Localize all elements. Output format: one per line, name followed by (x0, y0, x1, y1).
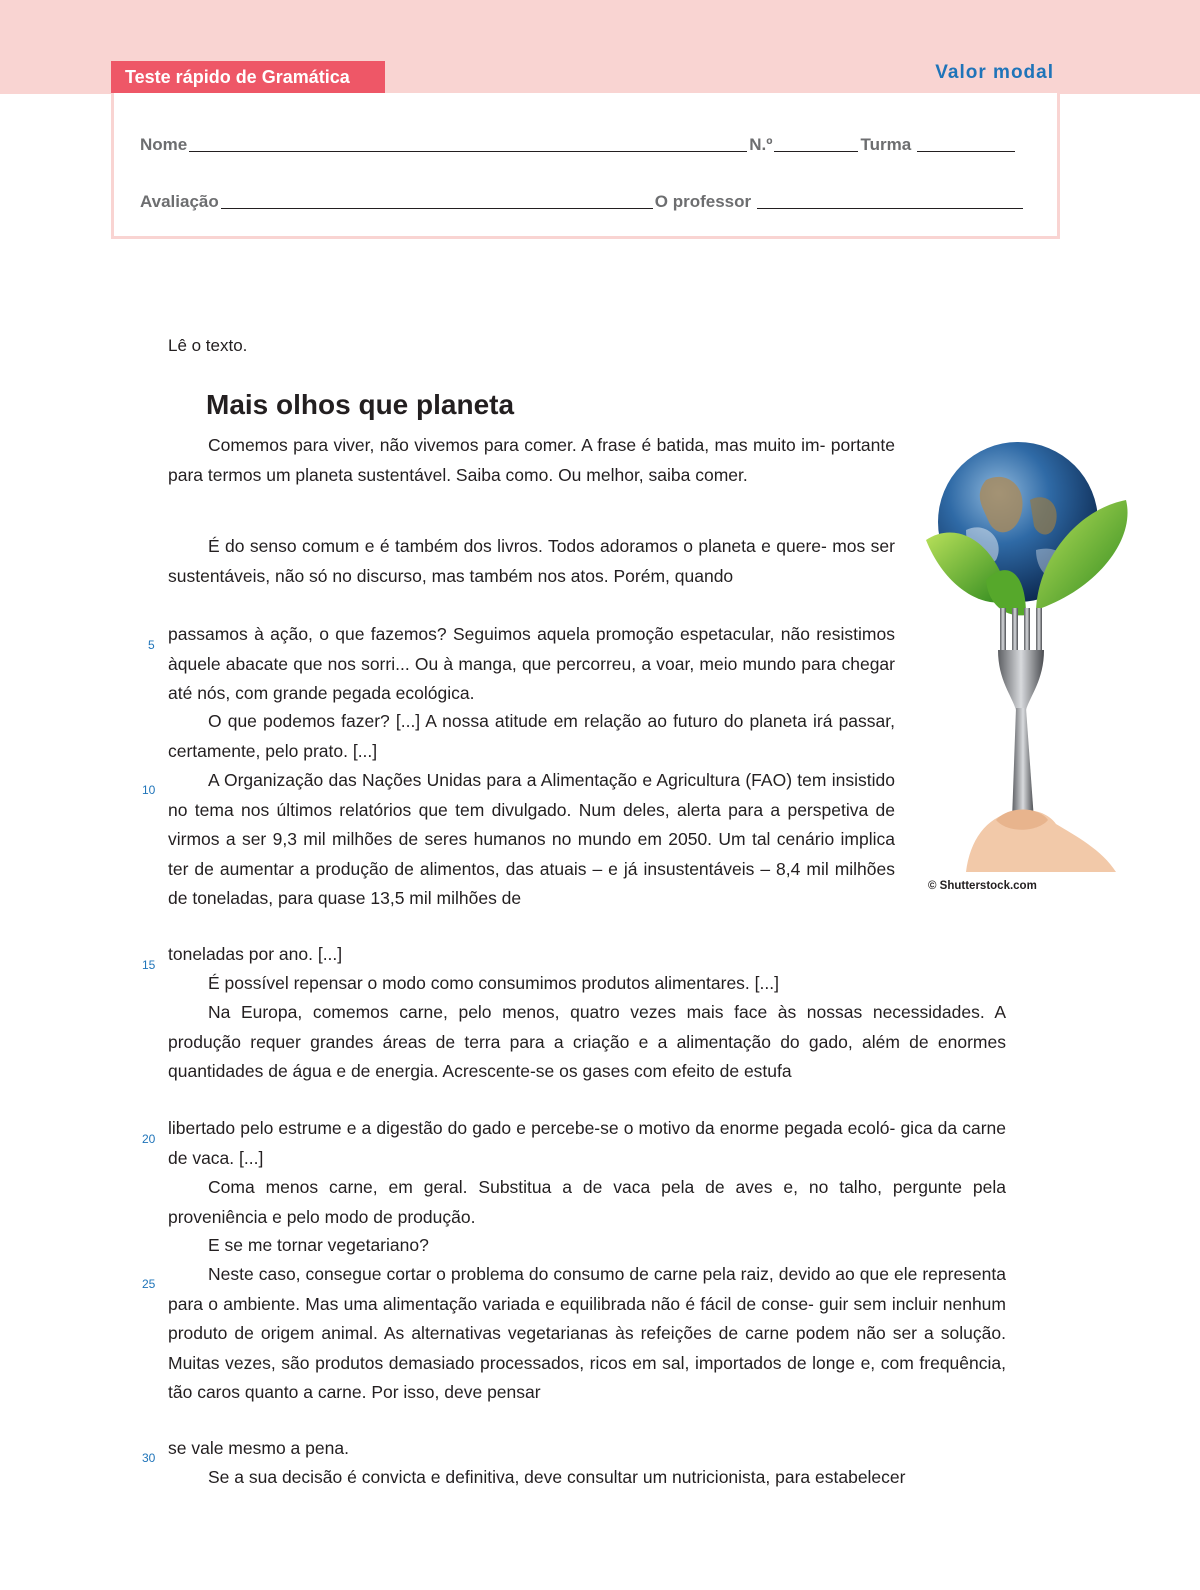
paragraph: É do senso comum e é também dos livros. Todos adoramos o planeta e quere- mos ser sustentáveis, não só no discurso, mas também nos atos. Porém, quando (168, 536, 895, 586)
paragraph: O que podemos fazer? [...] A nossa atitude em relação ao futuro do planeta irá passar, certamente, pelo prato. [...] (168, 711, 895, 761)
form-row-evaluation (140, 192, 1033, 212)
paragraph: Comemos para viver, não vivemos para comer. A frase é batida, mas muito im- portante para termos um planeta sustentável. Saiba como. Ou melhor, saiba comer. (168, 435, 895, 485)
number-field[interactable] (774, 135, 858, 152)
paragraph: Neste caso, consegue cortar o problema do consumo de carne pela raiz, devido ao que ele representa para o ambiente. Mas uma alimentação variada e equilibrada não é fácil de conse- guir sem incluir nenhum produto de origem animal. As alternativas vegetarianas às refeições de carne podem não ser a solução. Muitas vezes, são produtos demasiado processados, ricos em sal, importados de longe e, com frequência, tão caros quanto a carne. Por isso, deve pensar (168, 1264, 1006, 1402)
paragraph: se vale mesmo a pena. (168, 1438, 349, 1458)
form-row-identification (140, 135, 1033, 155)
line-number: 25 (142, 1277, 156, 1291)
paragraph: Se a sua decisão é convicta e definitiva, deve consultar um nutricionista, para estabelecer (208, 1467, 906, 1487)
paragraph: libertado pelo estrume e a digestão do gado e percebe-se o motivo da enorme pegada ecoló- gica da carne de vaca. [...] (168, 1118, 1006, 1168)
earth-on-fork-illustration (926, 440, 1142, 872)
name-field[interactable] (189, 135, 747, 152)
line-number: 15 (142, 958, 156, 972)
image-credit: © Shutterstock.com (928, 880, 1037, 892)
article-title: Mais olhos que planeta (206, 389, 515, 420)
paragraph: Coma menos carne, em geral. Substitua a de vaca pela de aves e, no talho, pergunte pela proveniência e pelo modo de produção. (168, 1177, 1006, 1227)
number-label: N.º (749, 135, 773, 154)
test-badge: Teste rápido de Gramática (111, 61, 385, 93)
line-number: 30 (142, 1451, 156, 1465)
line-number: 20 (142, 1132, 156, 1146)
evaluation-label: Avaliação (140, 192, 219, 211)
paragraph: É possível repensar o modo como consumimos produtos alimentares. [...] (208, 973, 779, 993)
line-number: 5 (148, 638, 155, 652)
paragraph: E se me tornar vegetariano? (208, 1235, 429, 1255)
class-label: Turma (860, 135, 912, 154)
teacher-field[interactable] (757, 192, 1023, 209)
section-title: Valor modal (935, 62, 1054, 83)
line-number: 10 (142, 783, 156, 797)
student-info-form (111, 93, 1060, 239)
paragraph: toneladas por ano. [...] (168, 944, 343, 964)
class-field[interactable] (917, 135, 1015, 152)
paragraph: A Organização das Nações Unidas para a Alimentação e Agricultura (FAO) tem insistido no tema nos últimos relatórios que tem divulgado. Num deles, alerta para a perspetiva de virmos a ser 9,3 mil milhões de seres humanos no mundo em 2050. Um tal cenário implica ter de aumentar a produção de alimentos, das atuais – e já insustentáveis – 8,4 mil milhões de toneladas, para quase 13,5 mil milhões de (168, 770, 895, 908)
paragraph: Na Europa, comemos carne, pelo menos, quatro vezes mais face às nossas necessidades. A produção requer grandes áreas de terra para a criação e a alimentação do gado, além de enormes quantidades de água e de energia. Acrescente-se os gases com efeito de estufa (168, 1002, 1006, 1081)
name-label: Nome (140, 135, 188, 154)
paragraph: passamos à ação, o que fazemos? Seguimos aquela promoção espetacular, não resistimos àquele abacate que nos sorri... Ou à manga, que percorreu, a voar, meio mundo para chegar até nós, com grande pegada ecológica. (168, 624, 895, 703)
teacher-label: O professor (654, 192, 752, 211)
evaluation-field[interactable] (221, 192, 653, 209)
instruction-text: Lê o texto. (168, 336, 248, 355)
